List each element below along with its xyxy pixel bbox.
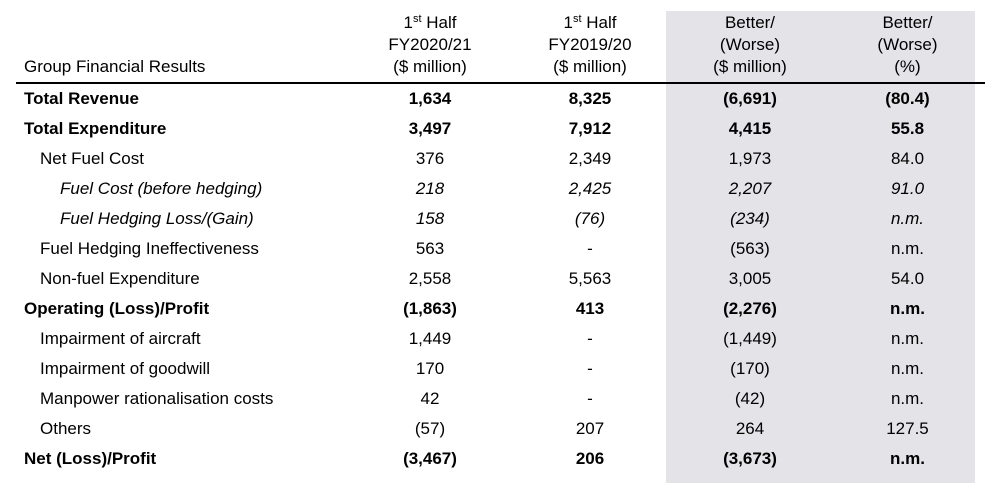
cell-fy2019-20: 207 xyxy=(575,419,605,438)
row-label: Net Fuel Cost xyxy=(40,149,144,168)
table-row-net-fuel-cost xyxy=(16,144,985,174)
column-header-better-worse-amount: Better/ (Worse) ($ million) xyxy=(670,12,830,83)
row-label: Fuel Cost (before hedging) xyxy=(60,179,263,198)
row-label: Total Expenditure xyxy=(24,119,167,138)
cell-fy2020-21: (57) xyxy=(414,419,446,438)
cell-fy2019-20: - xyxy=(587,359,593,378)
row-label: Fuel Hedging Ineffectiveness xyxy=(40,239,259,258)
cell-better-worse-amount: (234) xyxy=(730,209,770,228)
cell-better-worse-amount: (563) xyxy=(730,239,770,258)
cell-fy2019-20: - xyxy=(587,389,593,408)
cell-fy2019-20: 8,325 xyxy=(568,89,612,108)
cell-fy2019-20: - xyxy=(587,239,593,258)
cell-fy2020-21: 3,497 xyxy=(408,119,452,138)
cell-better-worse-amount: 264 xyxy=(735,419,765,438)
cell-fy2019-20: (76) xyxy=(574,209,606,228)
table-row-non-fuel-expenditure xyxy=(16,264,985,294)
row-label-header: Group Financial Results xyxy=(16,12,350,83)
cell-better-worse-percent: n.m. xyxy=(890,389,925,408)
cell-better-worse-percent: n.m. xyxy=(890,449,925,468)
cell-fy2020-21: 1,449 xyxy=(408,329,452,348)
cell-fy2019-20: 413 xyxy=(575,299,605,318)
row-label: Others xyxy=(40,419,92,438)
cell-fy2020-21: 2,558 xyxy=(408,269,452,288)
cell-fy2020-21: 376 xyxy=(415,149,445,168)
row-label: Impairment of aircraft xyxy=(40,329,201,348)
cell-fy2020-21: 1,634 xyxy=(408,89,452,108)
table-row-net-loss-profit xyxy=(16,444,985,474)
cell-fy2019-20: - xyxy=(587,329,593,348)
row-label: Non-fuel Expenditure xyxy=(40,269,200,288)
cell-fy2020-21: (1,863) xyxy=(403,299,457,318)
cell-fy2020-21: 170 xyxy=(415,359,445,378)
table-row-fuel-hedging-ineffectiveness xyxy=(16,234,985,264)
table-row-manpower-rationalisation-costs xyxy=(16,384,985,414)
cell-fy2020-21: 158 xyxy=(415,209,445,228)
table-row-total-revenue xyxy=(16,83,985,114)
cell-better-worse-amount: 2,207 xyxy=(728,179,772,198)
table-header-row xyxy=(16,12,985,83)
cell-better-worse-amount: 1,973 xyxy=(728,149,772,168)
cell-better-worse-amount: (42) xyxy=(734,389,766,408)
cell-better-worse-percent: n.m. xyxy=(890,359,925,378)
cell-better-worse-percent: n.m. xyxy=(890,239,925,258)
cell-better-worse-amount: (1,449) xyxy=(723,329,777,348)
cell-better-worse-amount: 3,005 xyxy=(728,269,772,288)
table-row-others xyxy=(16,414,985,444)
cell-fy2020-21: 42 xyxy=(420,389,440,408)
cell-fy2019-20: 2,349 xyxy=(568,149,612,168)
row-label: Operating (Loss)/Profit xyxy=(24,299,210,318)
cell-fy2019-20: 206 xyxy=(575,449,605,468)
cell-better-worse-percent: n.m. xyxy=(890,299,925,318)
cell-fy2020-21: (3,467) xyxy=(403,449,457,468)
cell-better-worse-amount: (170) xyxy=(730,359,770,378)
cell-better-worse-amount: 4,415 xyxy=(728,119,772,138)
cell-fy2020-21: 563 xyxy=(415,239,445,258)
cell-better-worse-amount: (3,673) xyxy=(723,449,777,468)
cell-better-worse-percent: 55.8 xyxy=(890,119,925,138)
cell-better-worse-percent: (80.4) xyxy=(885,89,930,108)
row-label: Fuel Hedging Loss/(Gain) xyxy=(60,209,254,228)
column-header-fy2019-20: 1st Half FY2019/20 ($ million) xyxy=(510,12,670,83)
cell-better-worse-percent: n.m. xyxy=(890,329,925,348)
cell-fy2019-20: 7,912 xyxy=(568,119,612,138)
cell-better-worse-percent: n.m. xyxy=(890,209,925,228)
row-label: Total Revenue xyxy=(24,89,139,108)
table-row-operating-loss-profit xyxy=(16,294,985,324)
row-label: Impairment of goodwill xyxy=(40,359,211,378)
cell-better-worse-amount: (2,276) xyxy=(723,299,777,318)
cell-better-worse-percent: 54.0 xyxy=(890,269,925,288)
table-row-total-expenditure xyxy=(16,114,985,144)
group-financial-results-table xyxy=(16,12,985,474)
cell-fy2020-21: 218 xyxy=(415,179,445,198)
cell-better-worse-amount: (6,691) xyxy=(723,89,777,108)
table-row-fuel-cost-before-hedging xyxy=(16,174,985,204)
row-label: Net (Loss)/Profit xyxy=(24,449,157,468)
table-row-impairment-of-goodwill xyxy=(16,354,985,384)
cell-better-worse-percent: 91.0 xyxy=(890,179,925,198)
table-row-impairment-of-aircraft xyxy=(16,324,985,354)
column-header-fy2020-21: 1st Half FY2020/21 ($ million) xyxy=(350,12,510,83)
table-row-fuel-hedging-loss-gain xyxy=(16,204,985,234)
cell-fy2019-20: 5,563 xyxy=(568,269,612,288)
cell-better-worse-percent: 127.5 xyxy=(886,419,929,438)
cell-better-worse-percent: 84.0 xyxy=(890,149,925,168)
column-header-better-worse-percent: Better/ (Worse) (%) xyxy=(830,12,985,83)
cell-fy2019-20: 2,425 xyxy=(568,179,612,198)
row-label: Manpower rationalisation costs xyxy=(40,389,274,408)
